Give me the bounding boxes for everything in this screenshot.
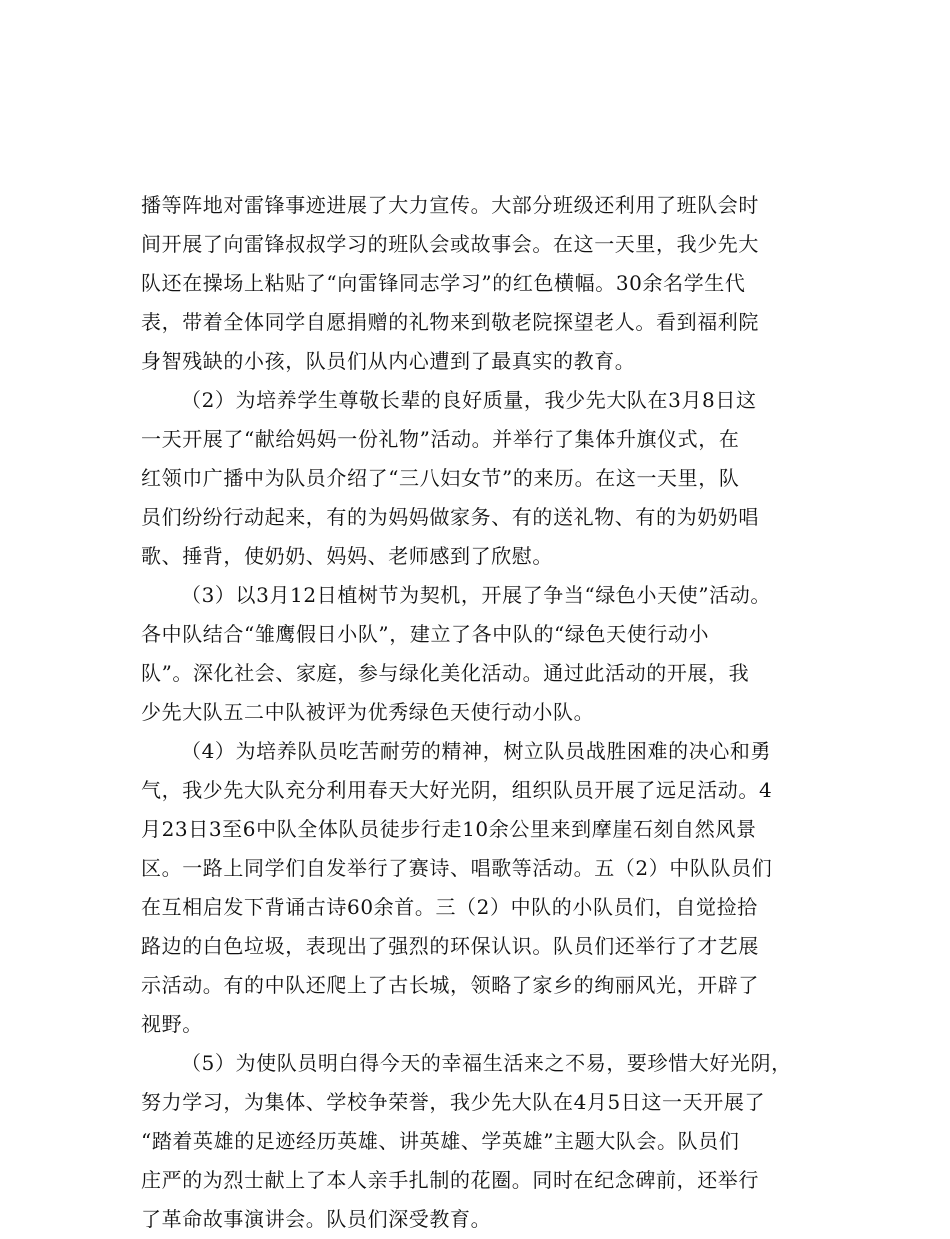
paragraph-3-line-1: （3）以3月12日植树节为契机，开展了争当“绿色小天使”活动。	[181, 583, 771, 607]
paragraph-2-line-3: 红领巾广播中为队员介绍了“三八妇女节”的来历。在这一天里，队	[141, 466, 740, 490]
paragraph-4-line-2: 气，我少先大队充分利用春天大好光阴，组织队员开展了远足活动。4	[141, 778, 773, 802]
paragraph-1-line-3: 队还在操场上粘贴了“向雷锋同志学习”的红色横幅。30余名学生代	[141, 271, 746, 295]
paragraph-3-line-2: 各中队结合“雏鹰假日小队”，建立了各中队的“绿色天使行动小	[141, 622, 710, 646]
paragraph-2-line-2: 一天开展了“献给妈妈一份礼物”活动。并举行了集体升旗仪式，在	[141, 427, 740, 451]
paragraph-2-line-1: （2）为培养学生尊敬长辈的良好质量，我少先大队在3月8日这	[181, 388, 757, 412]
paragraph-3-line-3: 队”。深化社会、家庭，参与绿化美化活动。通过此活动的开展，我	[141, 661, 750, 685]
document-body	[141, 186, 821, 1239]
paragraph-4-line-5: 在互相启发下背诵古诗60余首。三（2）中队的小队员们，自觉捡拾	[141, 895, 758, 919]
paragraph-4-line-7: 示活动。有的中队还爬上了古长城，领略了家乡的绚丽风光，开辟了	[141, 973, 759, 997]
paragraph-2-line-5: 歌、捶背，使奶奶、妈妈、老师感到了欣慰。	[141, 544, 553, 568]
paragraph-1-line-4: 表，带着全体同学自愿捐赠的礼物来到敬老院探望老人。看到福利院	[141, 310, 759, 334]
paragraph-1-line-5: 身智残缺的小孩，队员们从内心遭到了最真实的教育。	[141, 349, 636, 373]
paragraph-1-line-2: 间开展了向雷锋叔叔学习的班队会或故事会。在这一天里，我少先大	[141, 232, 759, 256]
paragraph-5-line-1: （5）为使队员明白得今天的幸福生活来之不易，要珍惜大好光阴，	[181, 1051, 792, 1075]
paragraph-4-line-3: 月23日3至6中队全体队员徒步行走10余公里来到摩崖石刻自然风景	[141, 817, 757, 841]
paragraph-5-line-4: 庄严的为烈士献上了本人亲手扎制的花圈。同时在纪念碑前，还举行	[141, 1168, 759, 1192]
paragraph-4-line-6: 路边的白色垃圾，表现出了强烈的环保认识。队员们还举行了才艺展	[141, 934, 759, 958]
paragraph-5-line-5: 了革命故事演讲会。队员们深受教育。	[141, 1207, 492, 1231]
paragraph-4-line-8: 视野。	[141, 1012, 203, 1036]
paragraph-4-line-1: （4）为培养队员吃苦耐劳的精神，树立队员战胜困难的决心和勇	[181, 739, 772, 763]
paragraph-5-line-2: 努力学习，为集体、学校争荣誉，我少先大队在4月5日这一天开展了	[141, 1090, 766, 1114]
paragraph-2-line-4: 员们纷纷行动起来，有的为妈妈做家务、有的送礼物、有的为奶奶唱	[141, 505, 759, 529]
paragraph-4-line-4: 区。一路上同学们自发举行了赛诗、唱歌等活动。五（2）中队队员们	[141, 856, 773, 880]
paragraph-5-line-3: “踏着英雄的足迹经历英雄、讲英雄、学英雄”主题大队会。队员们	[141, 1129, 740, 1153]
paragraph-1-line-1: 播等阵地对雷锋事迹进展了大力宣传。大部分班级还利用了班队会时	[141, 193, 759, 217]
paragraph-3-line-4: 少先大队五二中队被评为优秀绿色天使行动小队。	[141, 700, 595, 724]
